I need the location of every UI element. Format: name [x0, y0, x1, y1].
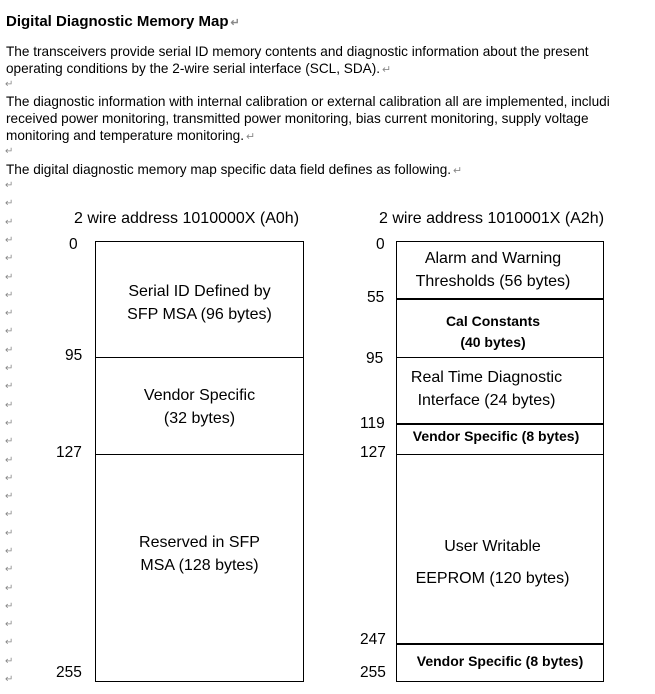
a2-field-alarm-thresholds: Alarm and Warning Thresholds (56 bytes): [415, 250, 571, 290]
a2-field-real-time-diagnostic: Real Time Diagnostic Interface (24 bytes): [410, 369, 563, 409]
paragraph-mark-icon: ↵: [5, 473, 14, 484]
paragraph-mark-icon: ↵: [5, 146, 14, 157]
paragraph-mark-icon: ↵: [5, 436, 14, 447]
paragraph-mark-icon: ↵: [5, 455, 14, 466]
paragraph-2-line-2: received power monitoring, transmitted power monitoring, bias current monitoring, supply voltage: [6, 111, 589, 126]
a0-divider: [95, 454, 304, 455]
paragraph-1-line-1: The transceivers provide serial ID memory contents and diagnostic information about the present: [6, 44, 589, 59]
a2-field-user-eeprom: User Writable EEPROM (120 bytes): [415, 538, 570, 587]
a2-address-label: 255: [360, 664, 386, 681]
a0-field-vendor-specific: Vendor Specific (32 bytes): [143, 387, 256, 427]
paragraph-mark-icon: ↵: [5, 363, 14, 374]
paragraph-mark-icon: ↵: [5, 601, 14, 612]
a2-address-label: 127: [360, 444, 386, 461]
paragraph-mark-icon: ↵: [5, 308, 14, 319]
a2-address-label: 119: [360, 415, 385, 432]
paragraph-mark-icon: ↵: [5, 564, 14, 575]
a2-divider: [396, 298, 604, 300]
paragraph-mark-icon: ↵: [5, 272, 14, 283]
a0-divider: [95, 357, 304, 358]
page-title: Digital Diagnostic Memory Map ↵: [6, 13, 240, 30]
a2-field-vendor-specific-1: Vendor Specific (8 bytes): [412, 428, 580, 444]
a2-memory-block: [396, 241, 604, 682]
paragraph-mark-icon: ↵: [5, 198, 14, 209]
paragraph-mark-icon: ↵: [5, 619, 14, 630]
paragraph-mark-icon: ↵: [5, 674, 14, 685]
paragraph-mark-icon: ↵: [5, 235, 14, 246]
paragraph-mark-icon: ↵: [5, 326, 14, 337]
paragraph-mark-icon: ↵: [5, 381, 14, 392]
a0-map-header: 2 wire address 1010000X (A0h): [74, 210, 300, 227]
a2-address-label: 95: [366, 350, 384, 367]
a2-divider: [396, 357, 604, 358]
a0-address-label: 255: [56, 664, 82, 681]
a2-map-header: 2 wire address 1010001X (A2h): [379, 210, 605, 227]
a2-divider: [396, 423, 604, 425]
a2-field-cal-constants: Cal Constants (40 bytes): [445, 313, 541, 350]
a0-field-serial-id: Serial ID Defined by SFP MSA (96 bytes): [127, 283, 272, 323]
paragraph-mark-icon: ↵: [5, 509, 14, 520]
paragraph-mark-icon: ↵: [5, 418, 14, 429]
paragraph-mark-icon: ↵: [5, 290, 14, 301]
paragraph-mark-icon: ↵: [5, 79, 14, 90]
a2-field-vendor-specific-2: Vendor Specific (8 bytes): [416, 653, 584, 669]
paragraph-mark-icon: ↵: [5, 217, 14, 228]
paragraph-mark-icon: ↵: [5, 656, 14, 667]
paragraph-2-line-1: The diagnostic information with internal calibration or external calibration all are implemented, includi: [6, 94, 610, 109]
paragraph-mark-icon: ↵: [5, 345, 14, 356]
paragraph-mark-icon: ↵: [5, 180, 14, 191]
a0-address-label: 0: [69, 236, 78, 253]
paragraph-mark-icon: ↵: [5, 491, 14, 502]
a0-address-label: 127: [56, 444, 82, 461]
paragraph-2-line-3: monitoring and temperature monitoring. ↵: [6, 128, 256, 143]
a2-divider: [396, 454, 604, 455]
a0-address-label: 95: [65, 347, 83, 364]
paragraph-mark-icon: ↵: [5, 528, 14, 539]
a2-address-label: 55: [367, 289, 385, 306]
paragraph-3-line-1: The digital diagnostic memory map specific data field defines as following. ↵: [6, 162, 463, 177]
paragraph-mark-icon: ↵: [5, 253, 14, 264]
paragraph-mark-icon: ↵: [5, 637, 14, 648]
a2-address-label: 0: [376, 236, 385, 253]
a2-address-label: 247: [360, 631, 386, 648]
paragraph-mark-icon: ↵: [5, 400, 14, 411]
paragraph-1-line-2: operating conditions by the 2-wire serial interface (SCL, SDA). ↵: [6, 61, 392, 76]
a0-field-reserved: Reserved in SFP MSA (128 bytes): [139, 534, 260, 574]
paragraph-mark-icon: ↵: [5, 583, 14, 594]
a2-divider: [396, 643, 604, 645]
paragraph-mark-icon: ↵: [5, 546, 14, 557]
